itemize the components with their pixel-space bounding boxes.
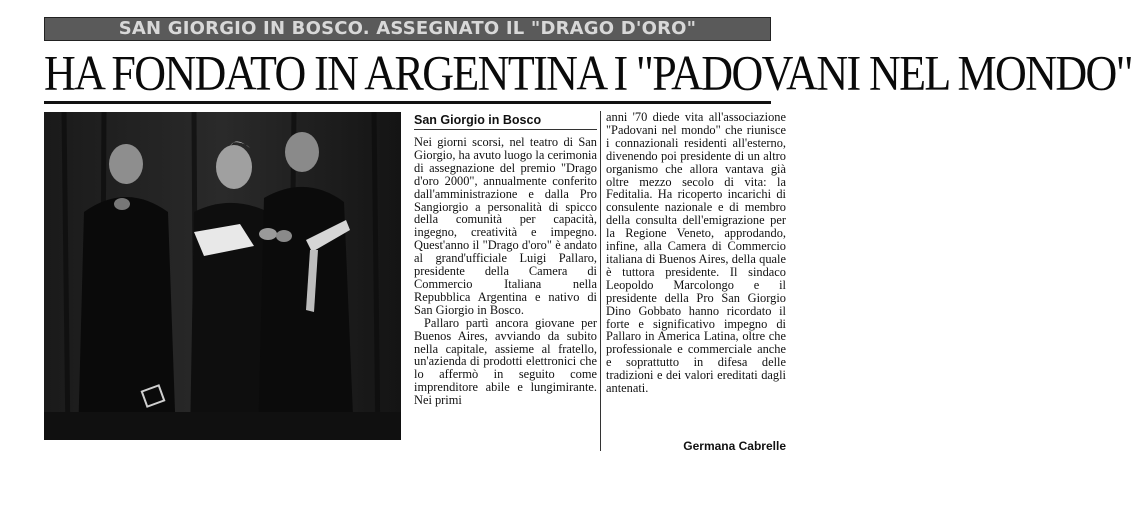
headline-rule: [44, 101, 771, 104]
ceremony-photo: [44, 112, 401, 440]
dateline: San Giorgio in Bosco: [414, 112, 597, 130]
kicker-banner: SAN GIORGIO IN BOSCO. ASSEGNATO IL "DRAGO D'ORO": [44, 17, 771, 41]
paragraph: Pallaro partì ancora giovane per Buenos Aires, avviando da subito nella capitale, assieme al fratello, un'azienda di prodotti elettronici che lo affermò in seguito come imprenditore abile e lungimirante. Nei primi: [414, 315, 597, 408]
byline: Germana Cabrelle: [683, 439, 786, 453]
article-column-1: [414, 136, 597, 407]
headline: HA FONDATO IN ARGENTINA I "PADOVANI NEL MONDO": [44, 45, 1132, 101]
paragraph: anni '70 diede vita all'associazione "Padovani nel mondo" che riunisce i connazionali residenti all'esterno, divenendo poi presidente di un altro organismo che allora vantava già oltre mezzo secolo di vita: la Feditalia. Ha ricoperto incarichi di consulente nazionale e di membro della consulta dell'emigrazione per la Regione Veneto, approdando, infine, alla Camera di Commercio italiana di Buenos Aires, della quale è tuttora presidente. Il sindaco Leopoldo Marcolongo e il presidente della Pro San Giorgio Dino Gobbato hanno ricordato il forte e significativo impegno di Pallaro in America Latina, oltre che professionale e commerciale anche e soprattutto in difesa delle tradizioni e dei valori ereditati dagli antenati.: [606, 110, 786, 396]
paragraph: Nei giorni scorsi, nel teatro di San Giorgio, ha avuto luogo la cerimonia di assegnazione del premio "Drago d'oro 2000", annualmente conferito dall'amministrazione e dalla Pro Sangiorgio a personalità di spicco della comunità per capacità, ingegno, creatività e impegno. Quest'anno il "Drago d'oro" è andato al grand'ufficiale Luigi Pallaro, presidente della Camera di Commercio Italiana nella Repubblica Argentina e nativo di San Giorgio in Bosco.: [414, 135, 597, 317]
column-divider: [600, 111, 601, 451]
article-column-2: [606, 111, 786, 395]
